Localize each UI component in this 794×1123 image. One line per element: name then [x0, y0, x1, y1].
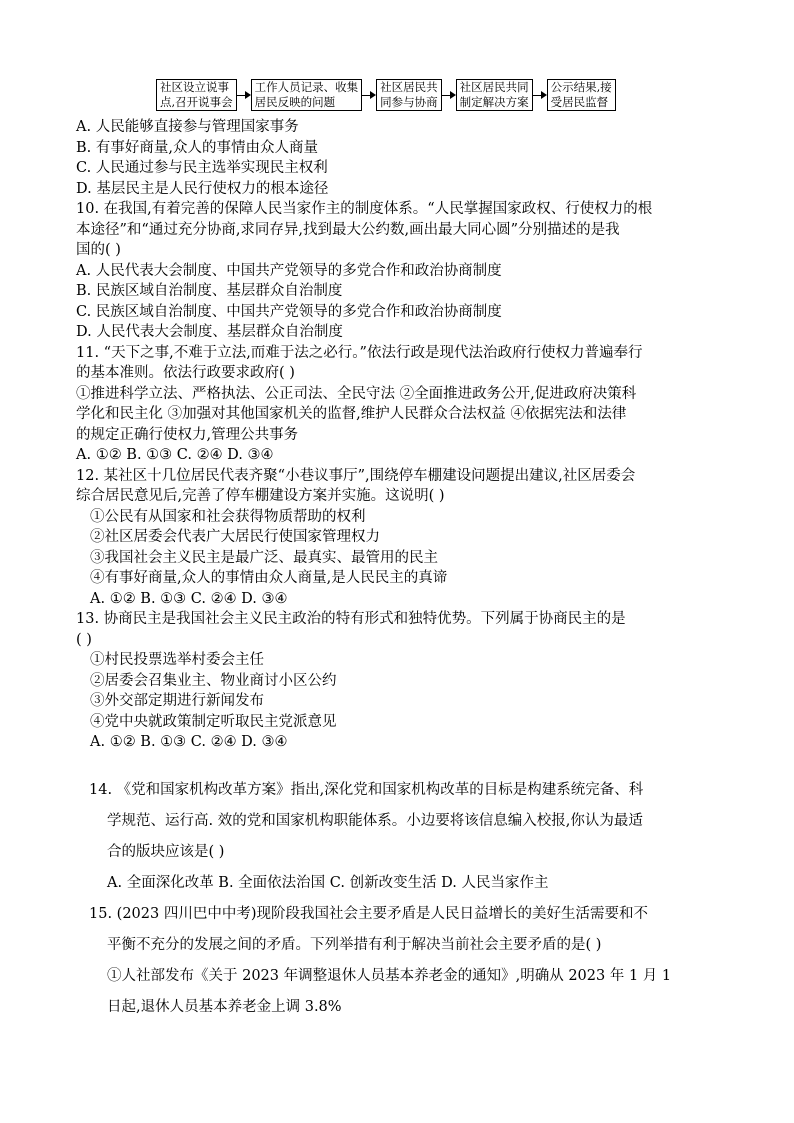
flow-step-4	[456, 79, 533, 111]
q12-stem-line: 综合居民意见后,完善了停车棚建设方案并实施。这说明( )	[76, 488, 445, 504]
q12-answer-options: A. ①② B. ①③ C. ②④ D. ③④	[90, 590, 288, 607]
flow-step-1-line-1: 社区设立说事	[160, 80, 229, 94]
q11-answer-options: A. ①② B. ①③ C. ②④ D. ③④	[76, 447, 274, 463]
q15-line: 平衡不充分的发展之间的矛盾。下列举措有利于解决当前社会主要矛盾的是( )	[107, 937, 602, 953]
q13-item: ①村民投票选举村委会主任	[90, 652, 264, 668]
flow-step-3	[376, 79, 442, 111]
q14-line: 14. 《党和国家机构改革方案》指出,深化党和国家机构改革的目标是构建系统完备、科	[89, 782, 644, 798]
flow-arrow-icon	[533, 79, 547, 111]
q12-item: ②社区居委会代表广大居民行使国家管理权力	[90, 529, 380, 545]
questions-14-to-15	[89, 780, 729, 1017]
flow-step-2	[251, 79, 363, 111]
flow-step-4-line-2: 制定解决方案	[459, 95, 529, 109]
q11-line: 学化和民主化 ③加强对其他国家机关的监督,维护人民群众合法权益 ④依据宪法和法律	[76, 406, 627, 422]
q11-line: ①推进科学立法、严格执法、公正司法、全民守法 ②全面推进政务公开,促进政府决策科	[76, 385, 637, 402]
q11-line: 11. “天下之事,不难于立法,而难于法之必行。”依法行政是现代法治政府行使权力普遍奉行	[76, 344, 643, 361]
q10-option-a: A. 人民代表大会制度、中国共产党领导的多党合作和政治协商制度	[76, 262, 502, 279]
q14-line: 学规范、运行高. 效的党和国家机构职能体系。小边要将该信息编入校报,你认为最适	[107, 813, 643, 829]
q12-stem-line: 12. 某社区十几位居民代表齐聚“小巷议事厅”,围绕停车棚建设问题提出建议,社区居委会	[76, 467, 636, 484]
flow-step-2-line-2: 居民反映的问题	[254, 95, 336, 109]
flow-step-3-line-2: 同参与协商	[380, 95, 438, 109]
q12-item: ③我国社会主义民主是最广泛、最真实、最管用的民主	[90, 549, 438, 566]
flow-arrow-icon	[362, 79, 376, 111]
q10-stem-line: 本途径”和“通过充分协商,求同存异,找到最大公约数,画出最大同心圆”分别描述的是我	[76, 221, 620, 238]
q14-answer-options: A. 全面深化改革 B. 全面依法治国 C. 创新改变生活 D. 人民当家作主	[107, 875, 549, 891]
q9-option-c: C. 人民通过参与民主选举实现民主权利	[76, 160, 328, 176]
flow-step-4-line-1: 社区居民共同	[459, 80, 529, 94]
flow-step-5	[547, 79, 616, 111]
q14-line: 合的版块应该是( )	[107, 844, 225, 860]
q13-stem-line: 13. 协商民主是我国社会主义民主政治的特有形式和独特优势。下列属于协商民主的是	[76, 611, 626, 627]
q10-stem-line: 国的( )	[76, 242, 121, 258]
flow-step-5-line-2: 受居民监督	[550, 95, 609, 109]
q10-option-d: D. 人民代表大会制度、基层群众自治制度	[76, 324, 343, 340]
flow-step-1-line-2: 点,召开说事会	[160, 95, 233, 109]
q9-option-a: A. 人民能够直接参与管理国家事务	[76, 119, 299, 135]
q10-stem-line: 10. 在我国,有着完善的保障人民当家作主的制度体系。“人民掌握国家政权、行使权力的根	[76, 201, 653, 217]
q11-line: 的规定正确行使权力,管理公共事务	[76, 426, 299, 443]
q10-option-c: C. 民族区域自治制度、中国共产党领导的多党合作和政治协商制度	[76, 303, 502, 320]
flow-step-3-line-1: 社区居民共	[380, 80, 438, 94]
q15-line: ①人社部发布《关于 2023 年调整退休人员基本养老金的通知》,明确从 2023 年 1 月 1	[107, 968, 672, 984]
q15-line: 15. (2023 四川巴中中考)现阶段我国社会主要矛盾是人民日益增长的美好生活需要和不	[89, 906, 648, 922]
q12-item: ④有事好商量,众人的事情由众人商量,是人民民主的真谛	[90, 570, 448, 586]
q15-line: 日起,退休人员基本养老金上调 3.8%	[107, 999, 342, 1015]
questions-9-to-13	[76, 117, 726, 753]
flow-step-1	[156, 79, 237, 111]
q13-item: ②居委会召集业主、物业商讨小区公约	[90, 672, 337, 689]
q9-option-d: D. 基层民主是人民行使权力的根本途径	[76, 180, 329, 197]
flow-arrow-icon	[442, 79, 456, 111]
q13-item: ③外交部定期进行新闻发布	[90, 693, 264, 709]
flow-step-5-line-1: 公示结果,接	[550, 80, 612, 94]
q13-answer-options: A. ①② B. ①③ C. ②④ D. ③④	[90, 734, 288, 750]
q12-item: ①公民有从国家和社会获得物质帮助的权利	[90, 508, 366, 525]
q13-item: ④党中央就政策制定听取民主党派意见	[90, 713, 337, 730]
q13-stem-line: ( )	[76, 631, 92, 648]
flow-arrow-icon	[237, 79, 251, 111]
flow-step-2-line-1: 工作人员记录、收集	[254, 80, 359, 94]
q10-option-b: B. 民族区域自治制度、基层群众自治制度	[76, 283, 343, 299]
process-flowchart	[156, 78, 616, 112]
q11-line: 的基本准则。依法行政要求政府( )	[76, 365, 295, 381]
q9-option-b: B. 有事好商量,众人的事情由众人商量	[76, 139, 318, 156]
